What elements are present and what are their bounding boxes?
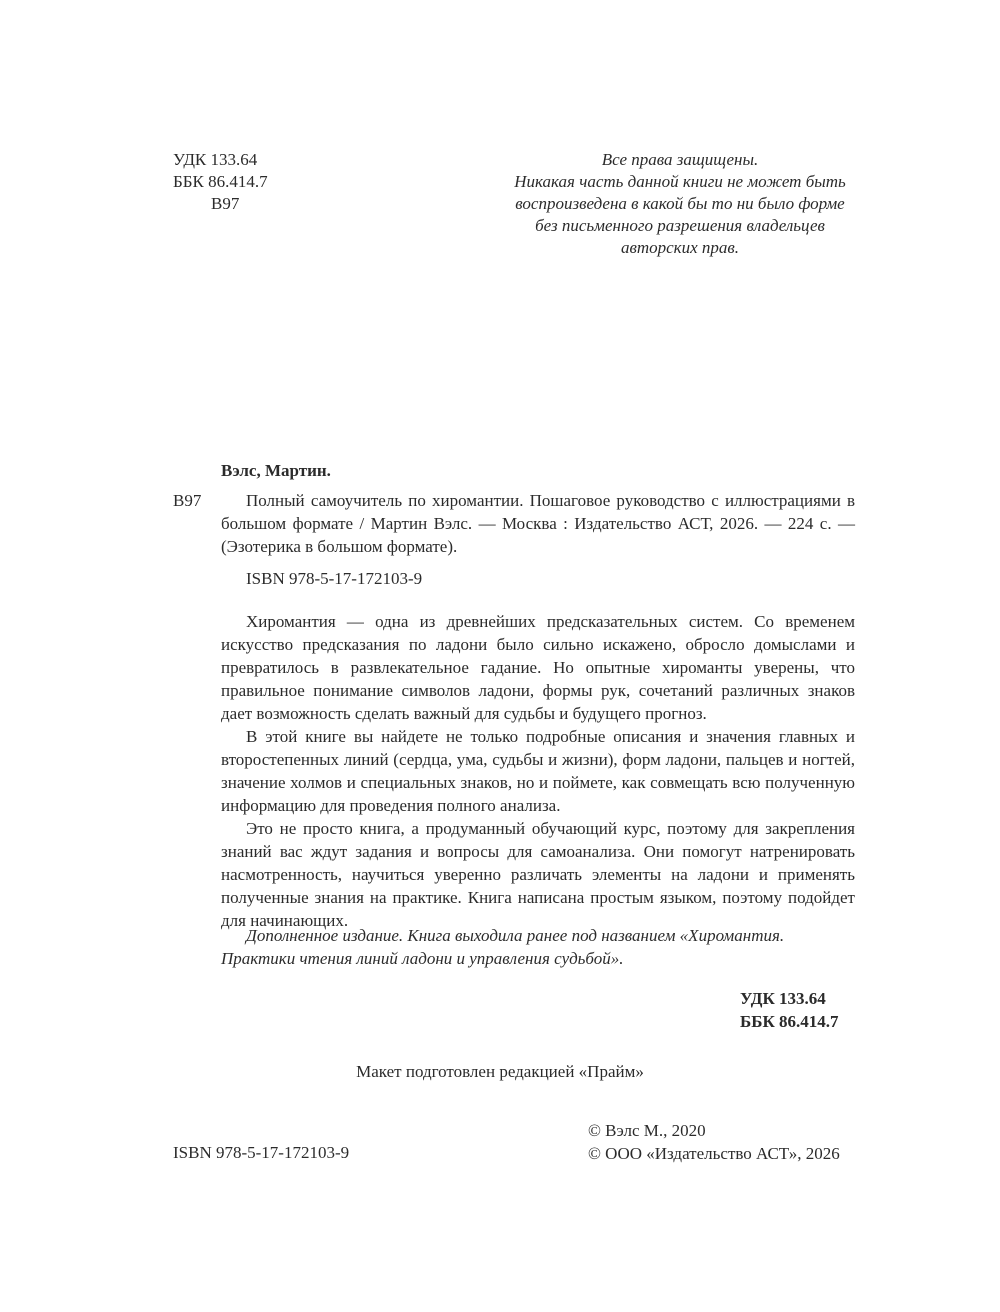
annotation (221, 610, 855, 932)
annotation-paragraph: Это не просто книга, а продуманный обучающий курс, поэтому для закрепления знаний вас ждут задания и вопросы для самоанализа. Они помогут натренировать насмотренность, научиться уверенно различать элементы на ладони и применять полученные знания на практике. Книга написана простым языком, поэтому подойдет для начинающих. (221, 819, 855, 930)
bibliography-code: В97 (173, 491, 202, 510)
annotation-paragraph: В этой книге вы найдете не только подробные описания и значения главных и второстепенных линий (сердца, ума, судьбы и жизни), форм ладони, пальцев и ногтей, значение холмов и специальных знаков, но и поймете, как совмещать всю полученную информацию для проведения полного анализа. (221, 727, 855, 815)
author-sign: В97 (211, 194, 240, 213)
author-heading: Вэлс, Мартин. (221, 461, 331, 480)
bibliography-description: Полный самоучитель по хиромантии. Пошаговое руководство с иллюстрациями в большом формате / Мартин Вэлс. — Москва : Издательство АСТ, 2026. — 224 с. — (Эзотерика в большом формате). (221, 491, 855, 556)
annotation-paragraph: Хиромантия — одна из древнейших предсказательных систем. Со временем искусство предсказания по ладони было сильно искажено, обросло домыслами и превратилось в развлекательное гадание. Но опытные хироманты уверены, что правильное понимание символов ладони, формы рук, сочетаний различных знаков дает возможность сделать важный для судьбы и будущего прогноз. (221, 612, 855, 723)
rights-line: без письменного разрешения владельцев (535, 216, 825, 235)
rights-line: авторских прав. (620, 238, 740, 257)
rights-line: воспроизведена в какой бы то ни было форме (515, 194, 845, 213)
top-classification (173, 149, 268, 215)
layout-credit: Макет подготовлен редакцией «Прайм» (356, 1062, 644, 1081)
edition-note: Дополненное издание. Книга выходила ранее под названием «Хиромантия. Практики чтения линий ладони и управления судьбой». (221, 926, 785, 968)
isbn-main: ISBN 978-5-17-172103-9 (246, 569, 423, 588)
rights-line: Все права защищены. (601, 150, 759, 169)
isbn-footer: ISBN 978-5-17-172103-9 (173, 1143, 350, 1162)
bbk-code: ББК 86.414.7 (173, 172, 268, 191)
bottom-classification (740, 987, 839, 1033)
copyright-block (588, 1119, 840, 1165)
udk-code: УДК 133.64 (173, 150, 258, 169)
rights-notice (470, 149, 890, 259)
rights-line: Никакая часть данной книги не может быть (514, 172, 846, 191)
udk-code: УДК 133.64 (740, 989, 826, 1008)
copyright-publisher: © ООО «Издательство АСТ», 2026 (588, 1144, 840, 1163)
copyright-author: © Вэлс М., 2020 (588, 1121, 706, 1140)
bbk-code: ББК 86.414.7 (740, 1012, 839, 1031)
